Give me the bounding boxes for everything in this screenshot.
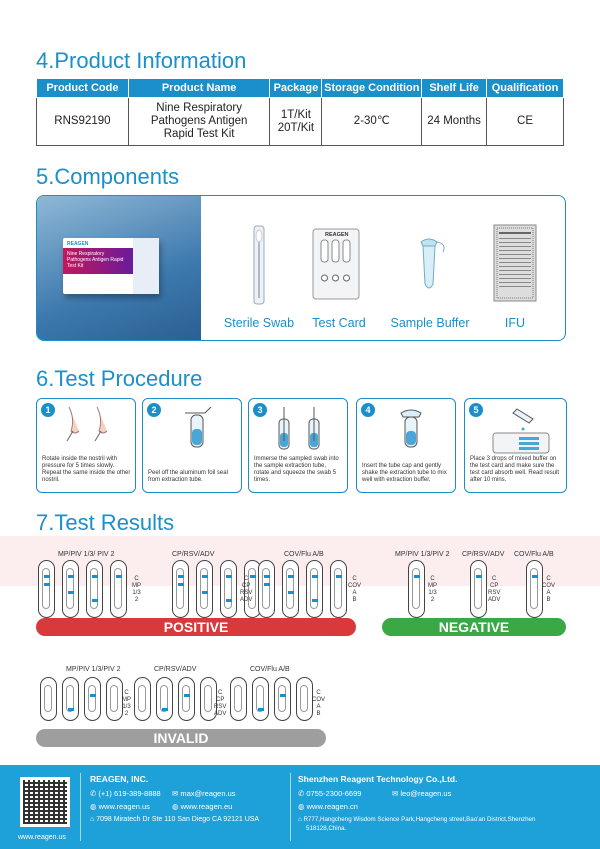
cell-code: RNS92190 xyxy=(37,98,129,146)
cell-package xyxy=(270,98,322,146)
result-line xyxy=(280,694,286,697)
result-line xyxy=(258,708,264,711)
test-cassette xyxy=(230,677,247,721)
test-cassette xyxy=(110,560,127,618)
procedure-step-2 xyxy=(142,398,242,493)
test-cassette xyxy=(106,677,123,721)
cn-email[interactable]: ✉ leo@reagen.us xyxy=(392,789,452,798)
result-line xyxy=(202,575,208,578)
package-line: 1T/Kit xyxy=(280,108,311,121)
test-cassette xyxy=(172,560,189,618)
drops-card-icon xyxy=(487,405,553,455)
test-cassette xyxy=(274,677,291,721)
product-info-table xyxy=(36,78,564,146)
swab-icon xyxy=(249,224,269,306)
cn-address: ⌂ R777,Hangcheng Wisdom Science Park,Hangcheng street,Bao'an District,Shenzhen xyxy=(298,816,536,823)
step-number: 3 xyxy=(253,403,267,417)
test-cassette xyxy=(258,560,275,618)
us-web2[interactable]: ◍ www.reagen.eu xyxy=(172,802,233,811)
ifu-icon xyxy=(493,224,537,302)
test-cassette xyxy=(178,677,195,721)
result-line xyxy=(312,575,318,578)
procedure-step-4 xyxy=(356,398,456,493)
step-text: Immerse the sampled swab into the sample extraction tube, rotate and squeeze the swab 5 times. xyxy=(254,456,339,483)
test-cassette xyxy=(306,560,323,618)
group-label: COV/Flu A/B xyxy=(284,551,324,558)
footer xyxy=(0,765,600,849)
cn-address-line2: 518128,China. xyxy=(306,825,347,832)
us-address: ⌂ 7098 Miratech Dr Ste 110 San Diego CA 92121 USA xyxy=(90,816,260,823)
group-label: CP/RSV/ADV xyxy=(154,666,197,673)
test-cassette xyxy=(86,560,103,618)
group-label: MP/PIV 1/3/PIV 2 xyxy=(395,551,450,558)
group-label: COV/Flu A/B xyxy=(250,666,290,673)
result-line xyxy=(288,591,294,594)
test-cassette xyxy=(62,560,79,618)
components-panel xyxy=(36,195,566,341)
test-cassette xyxy=(252,677,269,721)
package-line: 20T/Kit xyxy=(277,121,315,134)
component-label-ifu: IFU xyxy=(504,316,526,330)
header-qualification: Qualification xyxy=(487,79,564,98)
procedure-step-1 xyxy=(36,398,136,493)
result-line xyxy=(68,575,74,578)
step-number: 5 xyxy=(469,403,483,417)
header-package: Package xyxy=(270,79,322,98)
positive-bar: POSITIVE xyxy=(36,618,356,636)
result-line xyxy=(92,575,98,578)
test-cassette xyxy=(62,677,79,721)
group-label: CP/RSV/ADV xyxy=(172,551,215,558)
nose-swab-icon xyxy=(61,405,117,443)
cn-web[interactable]: ◍ www.reagen.cn xyxy=(298,802,358,811)
section-title-components: 5.Components xyxy=(36,164,180,189)
line-key: C MP 1/3 2 xyxy=(428,576,437,603)
result-line xyxy=(44,583,50,586)
result-line xyxy=(226,599,232,602)
test-cassette xyxy=(282,560,299,618)
test-card-icon xyxy=(312,228,360,300)
cell-name xyxy=(128,98,270,146)
cell-storage: 2-30℃ xyxy=(322,98,422,146)
card-brand: REAGEN xyxy=(325,232,349,238)
result-line xyxy=(264,575,270,578)
section-title-product-info: 4.Product Information xyxy=(36,48,247,73)
step-number: 2 xyxy=(147,403,161,417)
immerse-swab-icon xyxy=(269,407,333,453)
result-line xyxy=(178,575,184,578)
shake-tube-icon xyxy=(391,407,431,451)
line-key: C CP RSV ADV xyxy=(240,576,253,603)
result-line xyxy=(264,583,270,586)
step-text: Insert the tube cap and gently shake the extraction tube to mix well with extraction buffer. xyxy=(362,463,447,483)
kit-box-image xyxy=(63,238,159,294)
line-key: C COV A B xyxy=(348,576,362,603)
header-shelf-life: Shelf Life xyxy=(422,79,487,98)
result-line xyxy=(202,591,208,594)
line-key: C MP 1/3 2 xyxy=(132,576,141,603)
result-line xyxy=(336,575,342,578)
test-cassette xyxy=(470,560,487,618)
us-email-text: max@reagen.us xyxy=(180,789,236,798)
name-line: Pathogens Antigen xyxy=(150,115,248,127)
test-cassette xyxy=(196,560,213,618)
result-line xyxy=(116,575,122,578)
test-cassette xyxy=(296,677,313,721)
cell-qualification: CE xyxy=(487,98,564,146)
name-line: Rapid Test Kit xyxy=(163,128,235,140)
cn-phone-text: 0755-2300-6699 xyxy=(306,789,362,798)
test-cassette xyxy=(526,560,543,618)
group-label: MP/PIV 1/3/PIV 2 xyxy=(66,666,121,673)
qr-caption: www.reagen.us xyxy=(18,834,66,841)
cell-shelf: 24 Months xyxy=(422,98,487,146)
invalid-bar: INVALID xyxy=(36,729,326,747)
step-text: Peel off the aluminum foil seal from extraction tube. xyxy=(148,470,228,483)
result-line xyxy=(90,694,96,697)
us-phone-text: (+1) 619-389-8888 xyxy=(98,789,161,798)
step-text: Place 3 drops of mixed buffer on the test card and make sure the test card absorb well. Read result after 10 mins. xyxy=(470,456,560,483)
kit-title: Nine Respiratory Pathogens Antigen Rapid Test Kit xyxy=(67,251,124,269)
cn-company: Shenzhen Reagent Technology Co.,Ltd. xyxy=(298,774,458,784)
cn-web-text: www.reagen.cn xyxy=(306,802,358,811)
result-line xyxy=(92,599,98,602)
result-line xyxy=(226,575,232,578)
result-line xyxy=(414,575,420,578)
step-number: 1 xyxy=(41,403,55,417)
us-company: REAGEN, INC. xyxy=(90,774,149,784)
cn-email-text: leo@reagen.us xyxy=(400,789,452,798)
test-cassette xyxy=(408,560,425,618)
line-key: C MP 1/3 2 xyxy=(122,690,131,717)
result-line xyxy=(178,583,184,586)
result-line xyxy=(184,694,190,697)
test-cassette xyxy=(330,560,347,618)
result-line xyxy=(312,599,318,602)
us-phone[interactable]: ✆ (+1) 619-389-8888 xyxy=(90,789,161,798)
section-title-results: 7.Test Results xyxy=(36,510,175,535)
test-cassette xyxy=(220,560,237,618)
result-line xyxy=(68,591,74,594)
result-line xyxy=(162,708,168,711)
kit-logo: REAGEN xyxy=(67,241,89,247)
component-label-test-card: Test Card xyxy=(312,316,366,330)
section-title-procedure: 6.Test Procedure xyxy=(36,366,203,391)
cn-address-line1: R777,Hangcheng Wisdom Science Park,Hangcheng street,Bao'an District,Shenzhen xyxy=(303,816,536,823)
group-label: COV/Flu A/B xyxy=(514,551,554,558)
group-label: MP/PIV 1/3/ PIV 2 xyxy=(58,551,115,558)
result-line xyxy=(44,575,50,578)
test-cassette xyxy=(156,677,173,721)
qr-code-icon xyxy=(20,777,70,827)
result-line xyxy=(532,575,538,578)
table-row xyxy=(37,98,564,146)
procedure-step-3 xyxy=(248,398,348,493)
extraction-tube-icon xyxy=(177,407,217,451)
header-product-name: Product Name xyxy=(128,79,270,98)
component-label-buffer: Sample Buffer xyxy=(390,316,470,330)
procedure-step-5 xyxy=(464,398,567,493)
test-cassette xyxy=(84,677,101,721)
result-line xyxy=(288,575,294,578)
result-line xyxy=(68,708,74,711)
us-address-text: 7098 Miratech Dr Ste 110 San Diego CA 92121 USA xyxy=(96,816,260,823)
test-cassette xyxy=(38,560,55,618)
kit-photo xyxy=(37,196,201,341)
negative-bar: NEGATIVE xyxy=(382,618,566,636)
header-storage: Storage Condition xyxy=(322,79,422,98)
line-key: C COV A B xyxy=(542,576,556,603)
us-email[interactable]: ✉ max@reagen.us xyxy=(172,789,236,798)
us-web1[interactable]: ◍ www.reagen.us xyxy=(90,802,150,811)
line-key: C CP RSV ADV xyxy=(214,690,227,717)
result-line xyxy=(476,575,482,578)
buffer-tube-icon xyxy=(407,236,451,296)
name-line: Nine Respiratory xyxy=(156,102,242,114)
step-number: 4 xyxy=(361,403,375,417)
us-web2-text: www.reagen.eu xyxy=(180,802,233,811)
component-label-swab: Sterile Swab xyxy=(223,316,295,330)
test-cassette xyxy=(134,677,151,721)
step-text: Rotate inside the nostril with pressure for 5 times slowly. Repeat the same inside the other nostril. xyxy=(42,456,131,483)
cn-phone[interactable]: ✆ 0755-2300-6699 xyxy=(298,789,362,798)
line-key: C CP RSV ADV xyxy=(488,576,501,603)
group-label: CP/RSV/ADV xyxy=(462,551,505,558)
line-key: C COV A B xyxy=(312,690,326,717)
test-cassette xyxy=(40,677,57,721)
header-product-code: Product Code xyxy=(37,79,129,98)
us-web1-text: www.reagen.us xyxy=(98,802,150,811)
